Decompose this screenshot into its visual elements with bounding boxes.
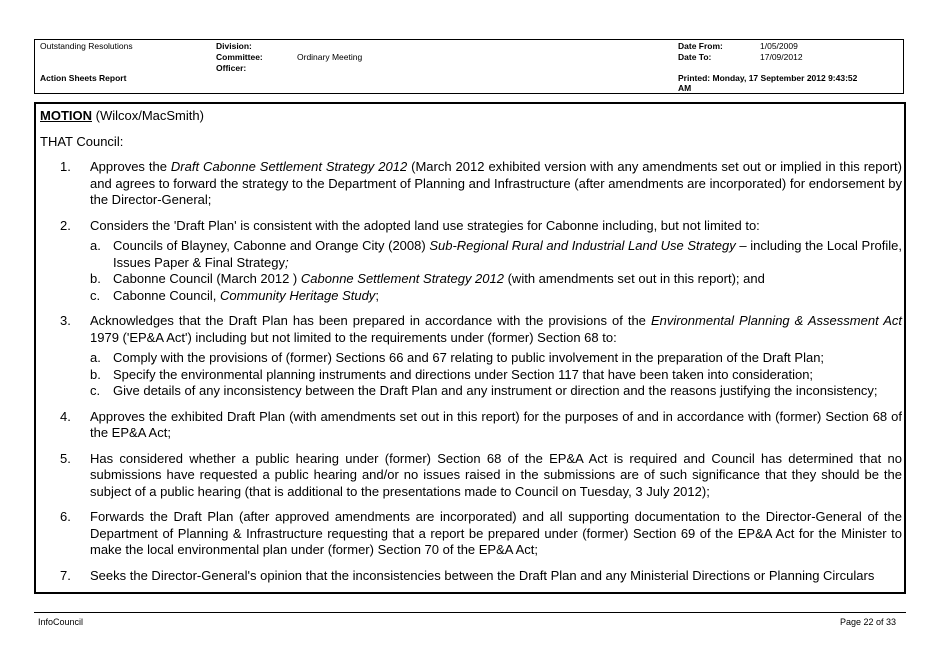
resolution-box: [34, 102, 906, 594]
item-text: Considers the 'Draft Plan' is consistent with the adopted land use strategies for Cabonne including, but not limited to:: [90, 217, 760, 233]
date-from-value: 1/05/2009: [760, 41, 798, 51]
date-to-value: 17/09/2012: [760, 52, 803, 62]
sub-text: Cabonne Council,: [113, 287, 220, 303]
printed-ampm: AM: [678, 83, 692, 93]
division-label: Division:: [216, 41, 252, 51]
motion-item: [40, 451, 902, 501]
item-title: Environmental Planning & Assessment Act: [650, 313, 902, 328]
date-to-label: Date To:: [678, 52, 712, 62]
sub-letter: c.: [90, 287, 101, 303]
sub-text: Specify the environmental planning instruments and directions under Section 117 that have been taken into consideration;: [113, 366, 814, 382]
item-text: 1979 ('EP&A Act') including but not limited to the requirements under (former) Section 68 to:: [90, 329, 617, 345]
item-text: Has considered whether a public hearing under (former) Section 68 of the EP&A Act is required and Council has determined that no submissions have requested a public hearing and/or no issues raised in the submissions are of such significance that they should be the subject of a public hearing (that is additional to the presentations made to Council on Tuesday, 3 July 2012);: [90, 450, 902, 499]
item-text: Approves the exhibited Draft Plan (with amendments set out in this report) for the purposes of and in accordance with (former) Section 68 of the EP&A Act;: [90, 408, 902, 440]
sub-item: [90, 383, 902, 400]
sub-item: [90, 238, 902, 271]
sub-text: Cabonne Council (March 2012 ): [113, 271, 301, 286]
sub-item: [90, 350, 902, 367]
item-number: 6.: [60, 509, 71, 524]
resolution-text: [40, 108, 902, 584]
item-text: Seeks the Director-General's opinion that the inconsistencies between the Draft Plan and any Ministerial Directions or Planning Circulars: [90, 567, 875, 583]
motion-item: [40, 568, 902, 585]
committee-label: Committee:: [216, 52, 263, 62]
sub-title: Cabonne Settlement Strategy 2012: [300, 271, 504, 286]
report-name: Outstanding Resolutions: [40, 41, 133, 51]
sub-text: Councils of Blayney, Cabonne and Orange City (2008): [113, 238, 430, 253]
item-number: 2.: [60, 217, 71, 233]
printed-label: Printed:: [678, 73, 711, 83]
printed-info: [678, 73, 857, 84]
printed-value: Monday, 17 September 2012 9:43:52: [712, 73, 858, 83]
sub-letter: b.: [90, 366, 101, 382]
item-number: 7.: [60, 567, 71, 583]
sub-text: Give details of any inconsistency between the Draft Plan and any instrument or direction and the reasons justifying the inconsistency;: [113, 383, 878, 398]
motion-item: [40, 313, 902, 400]
sub-title: Community Heritage Study: [219, 287, 376, 303]
motion-item: [40, 218, 902, 305]
item-number: 3.: [60, 313, 71, 328]
sub-letter: b.: [90, 271, 101, 286]
sub-letter: c.: [90, 383, 101, 398]
sub-letter: a.: [90, 350, 101, 365]
motion-item: [40, 409, 902, 442]
item-text: (March 2012 exhibited version with any amendments set out or implied in this report) and agrees to forward the strategy to the Department of Planning and Infrastructure (after amendments are incorporated) for endorsement by the Director-General;: [90, 159, 902, 207]
motion-intro: THAT Council:: [40, 133, 124, 149]
report-header: [34, 39, 904, 94]
date-from-label: Date From:: [678, 41, 723, 51]
sub-text: – including the Local Profile, Issues Paper & Final Strategy: [113, 238, 902, 270]
item-number: 1.: [60, 159, 71, 174]
sub-letter: a.: [90, 238, 101, 253]
committee-value: Ordinary Meeting: [297, 52, 363, 62]
page-number: Page 22 of 33: [840, 617, 897, 627]
item-title: Draft Cabonne Settlement Strategy 2012: [170, 159, 408, 174]
motion-movers: (Wilcox/MacSmith): [92, 108, 204, 123]
sub-text: (with amendments set out in this report); and: [503, 271, 765, 286]
sub-item: [90, 367, 902, 384]
item-text: Approves the: [90, 159, 171, 174]
item-text: Acknowledges that the Draft Plan has been prepared in accordance with the provisions of the: [90, 313, 651, 328]
sub-title: Sub-Regional Rural and Industrial Land Use Strategy: [429, 238, 736, 253]
footer-divider: [34, 612, 906, 613]
motion-heading: MOTION: [40, 108, 92, 123]
motion-item: [40, 509, 902, 559]
sub-text: Comply with the provisions of (former) Sections 66 and 67 relating to public involvement in the preparation of the Draft Plan;: [113, 350, 825, 365]
report-type: Action Sheets Report: [40, 73, 127, 83]
sub-item: [90, 288, 902, 305]
sub-text: ;: [375, 287, 379, 303]
sub-text: ;: [284, 254, 289, 270]
motion-line: [40, 108, 902, 125]
item-number: 5.: [60, 450, 71, 466]
officer-label: Officer:: [216, 63, 247, 73]
footer-source: InfoCouncil: [38, 617, 84, 627]
sub-item: [90, 271, 902, 288]
item-number: 4.: [60, 408, 71, 424]
motion-item: [40, 159, 902, 209]
item-text: Forwards the Draft Plan (after approved amendments are incorporated) and all supporting documentation to the Director-General of the Department of Planning & Infrastructure requesting that a report be prepared under (former) Section 69 of the EP&A Act for the Minister to make the local environmental plan under (former) Section 70 of the EP&A Act;: [90, 509, 902, 557]
